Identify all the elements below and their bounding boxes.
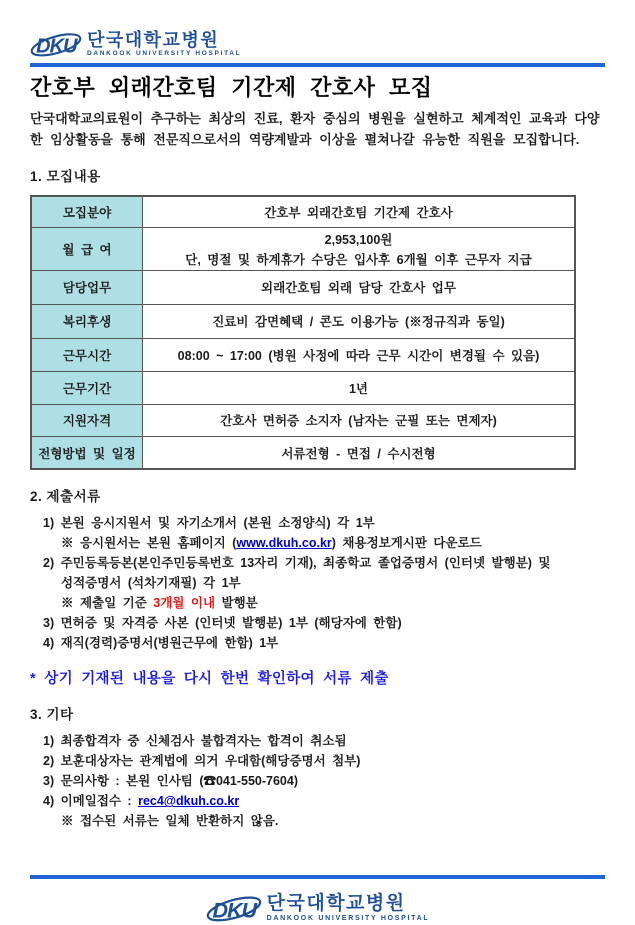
list-item: 1) 본원 응시지원서 및 자기소개서 (본원 소정양식) 각 1부 — [43, 516, 375, 531]
table-row — [31, 304, 575, 338]
table-row — [31, 371, 575, 404]
dku-logo-icon — [206, 891, 262, 925]
section3-heading: 3. 기타 — [30, 707, 74, 723]
dku-logo-icon — [30, 28, 82, 60]
list-item: 2) 보훈대상자는 관계법에 의거 우대함(해당증명서 첨부) — [43, 754, 361, 769]
hospital-name-ko: 단국대학교병원 — [87, 29, 220, 50]
list-item: 4) 재직(경력)증명서(병원근무에 한함) 1부 — [43, 636, 279, 651]
header-divider — [30, 63, 605, 67]
salary-condition: 단, 명절 및 하계휴가 수당은 입사후 6개월 이후 근무자 지급 — [185, 252, 532, 267]
svg-text:DKU: DKU — [36, 35, 77, 58]
footer — [30, 875, 605, 925]
list-item-note — [30, 593, 605, 613]
section3-list — [30, 731, 605, 831]
row-value — [143, 227, 576, 270]
row-label: 담당업무 — [31, 270, 143, 304]
list-item-note: ※ 접수된 서류는 일체 반환하지 않음. — [61, 814, 279, 829]
row-label: 지원자격 — [31, 404, 143, 436]
list-item — [30, 791, 605, 811]
hospital-name-en: DANKOOK UNIVERSITY HOSPITAL — [87, 49, 242, 57]
hospital-name-en: DANKOOK UNIVERSITY HOSPITAL — [266, 915, 430, 923]
note-text: ) 채용정보게시판 다운로드 — [331, 536, 482, 551]
hospital-name-ko: 단국대학교병원 — [266, 893, 406, 915]
row-label: 월 급 여 — [31, 227, 143, 270]
row-label: 복리후생 — [31, 304, 143, 338]
hospital-logo-header — [30, 28, 605, 60]
row-value: 간호사 면허증 소지자 (남자는 군필 또는 면제자) — [143, 404, 576, 436]
list-item: 2) 주민등록등본(본인주민등록번호 13자리 기재), 최종학교 졸업증명서 (인터넷 발행분) 및 — [43, 556, 551, 571]
row-value: 08:00 ~ 17:00 (병원 사정에 따라 근무 시간이 변경될 수 있음) — [143, 338, 576, 371]
row-label: 전형방법 및 일정 — [31, 436, 143, 469]
recruitment-table — [30, 195, 576, 470]
list-item-continuation: 성적증명서 (석차기재필) 각 1부 — [61, 576, 241, 591]
row-value: 외래간호팀 외래 담당 간호사 업무 — [143, 270, 576, 304]
homepage-link[interactable]: www.dkuh.co.kr — [236, 536, 332, 551]
row-value: 간호부 외래간호팀 기간제 간호사 — [143, 196, 576, 227]
row-value: 서류전형 - 면접 / 수시전형 — [143, 436, 576, 469]
page-title: 간호부 외래간호팀 기간제 간호사 모집 — [30, 75, 433, 100]
row-value: 1년 — [143, 371, 576, 404]
footer-divider — [30, 875, 605, 879]
document-check-notice: * 상기 기재된 내용을 다시 한번 확인하여 서류 제출 — [30, 671, 389, 688]
table-row — [31, 338, 575, 371]
list-item: 1) 최종합격자 중 신체검사 불합격자는 합격이 취소됨 — [43, 734, 347, 749]
note-text: ※ 제출일 기준 — [61, 596, 154, 611]
row-label: 근무시간 — [31, 338, 143, 371]
table-row — [31, 436, 575, 469]
row-label: 모집분야 — [31, 196, 143, 227]
email-label: 4) 이메일접수 : — [43, 794, 139, 809]
section2-list — [30, 513, 605, 653]
salary-amount: 2,953,100원 — [324, 232, 393, 247]
intro-paragraph: 단국대학교의료원이 추구하는 최상의 진료, 환자 중심의 병원을 실현하고 체계적인 교육과 다양한 임상활동을 통해 전문직으로서의 역량계발과 이상을 펼쳐나갈 유능한 직원을 모집합니다. — [30, 111, 600, 148]
deadline-highlight: 3개월 이내 — [153, 596, 216, 611]
table-row — [31, 404, 575, 436]
table-row — [31, 196, 575, 227]
section2-heading: 2. 제출서류 — [30, 489, 101, 505]
table-row — [31, 227, 575, 270]
list-item: 3) 문의사항 : 본원 인사팀 (☎041-550-7604) — [43, 774, 298, 789]
section1-heading: 1. 모집내용 — [30, 169, 101, 185]
list-item: 3) 면허증 및 자격증 사본 (인터넷 발행분) 1부 (해당자에 한함) — [43, 616, 402, 631]
note-text: 발행분 — [215, 596, 258, 611]
row-value: 진료비 감면혜택 / 콘도 이용가능 (※정규직과 동일) — [143, 304, 576, 338]
table-row — [31, 270, 575, 304]
email-link[interactable]: rec4@dkuh.co.kr — [138, 794, 240, 809]
row-label: 근무기간 — [31, 371, 143, 404]
list-item-note — [30, 533, 605, 553]
hospital-logo-footer — [206, 891, 430, 925]
note-text: ※ 응시원서는 본원 홈페이지 ( — [61, 536, 237, 551]
svg-text:DKU: DKU — [212, 898, 256, 923]
